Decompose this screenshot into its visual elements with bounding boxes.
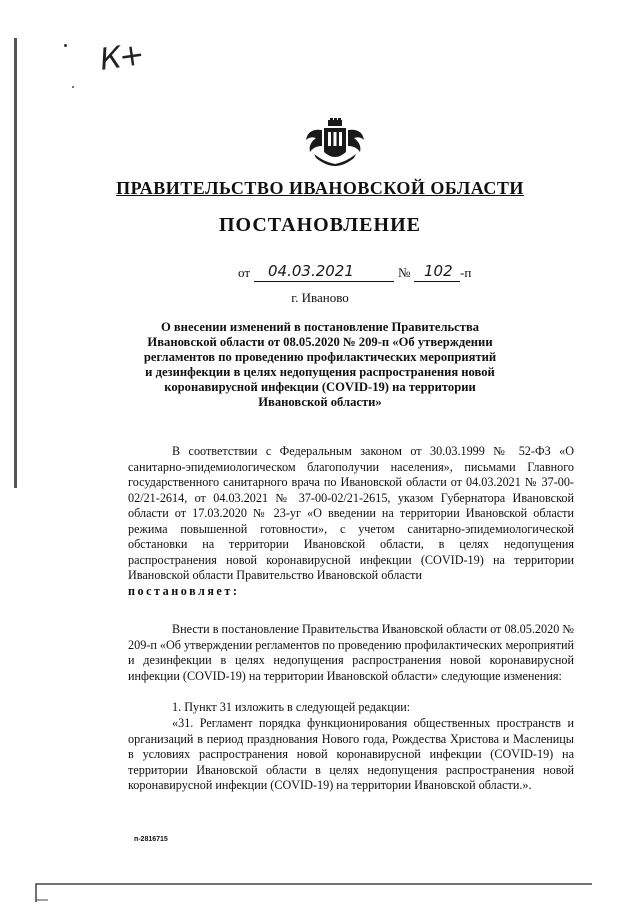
government-name: ПРАВИТЕЛЬСТВО ИВАНОВСКОЙ ОБЛАСТИ	[116, 178, 524, 198]
document-title: О внесении изменений в постановление Правительства Ивановской области от 08.05.2020 № 209-п «Об утверждении регламентов по проведению профилактических мероприятий и дезинфекции в целях недопущения распространения новой коронавирусной инфекции (COVID-19) на территории Ивановской области»	[143, 320, 497, 409]
resolves-word: постановляет:	[128, 583, 240, 598]
coat-of-arms-emblem	[300, 118, 370, 166]
item-31	[128, 716, 574, 794]
scan-bottom-frame	[34, 882, 594, 902]
scan-speck	[72, 86, 74, 88]
date-value: 04.03.2021	[268, 262, 354, 280]
number-sign: №	[398, 265, 411, 280]
scan-edge-line	[14, 38, 17, 488]
date-prefix: от	[238, 265, 251, 280]
document-type: ПОСТАНОВЛЕНИЕ	[219, 214, 421, 236]
date-number-line	[238, 262, 478, 284]
changes-paragraph	[128, 622, 574, 684]
item-1	[128, 700, 574, 716]
item-1-text: 1. Пункт 31 изложить в следующей редакции:	[172, 700, 411, 714]
changes-text: Внести в постановление Правительства Ивановской области от 08.05.2020 № 209-п «Об утверждении регламентов по проведению профилактических мероприятий и дезинфекции в целях недопущения распространения новой коронавирусной инфекции (COVID-19) на территории Ивановской области» следующие изменения:	[128, 622, 574, 683]
number-suffix: -п	[460, 265, 472, 280]
handwritten-mark: К+	[97, 37, 145, 78]
city: г. Иваново	[291, 290, 349, 305]
item-31-text: «31. Регламент порядка функционирования общественных пространств и организаций в период празднования Нового года, Рождества Христова и Масленицы в условиях распространения новой коронавирусной инфекции (COVID-19) на территории Ивановской области в целях недопущения распространения новой коронавирусной инфекции (COVID-19) на территории Ивановской области.».	[128, 716, 574, 792]
footer-code: п-2816715	[134, 836, 168, 843]
scan-speck	[64, 44, 67, 47]
number-value: 102	[424, 262, 453, 280]
preamble-text: В соответствии с Федеральным законом от 30.03.1999 № 52-ФЗ «О санитарно-эпидемиологическом благополучии населения», письмами Главного государственного санитарного врача по Ивановской области от 04.03.2021 № 37-00-02/21-2614, от 04.03.2021 № 37-00-02/21-2615, указом Губернатора Ивановской области от 17.03.2020 № 23-уг «О введении на территории Ивановской области режима повышенной готовности», с учетом санитарно-эпидемиологической обстановки на территории Ивановской области, в целях недопущения распространения новой коронавирусной инфекции (COVID-19) на территории Ивановской области Правительство Ивановской области	[128, 444, 574, 582]
preamble-paragraph	[128, 444, 574, 599]
